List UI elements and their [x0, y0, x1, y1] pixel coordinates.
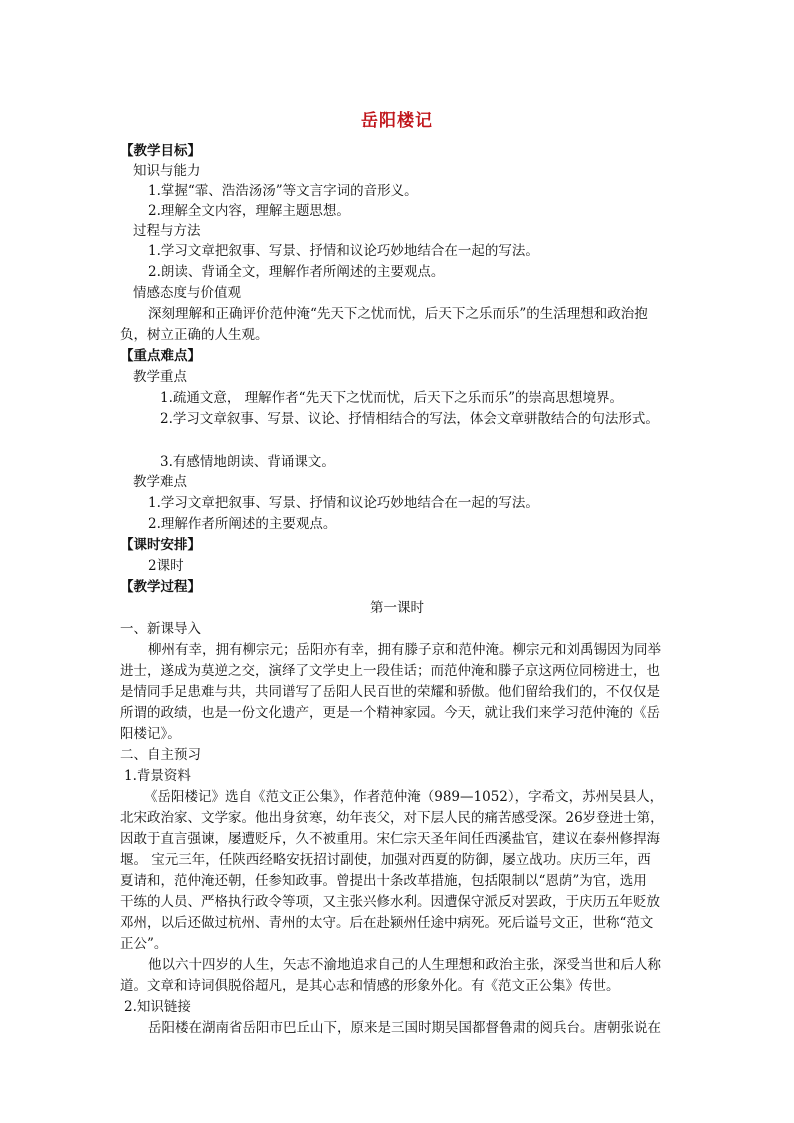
section-heading: 【重点难点】 — [120, 348, 201, 364]
text-line: 情感态度与价值观 — [133, 285, 241, 301]
text-line: 堰。 宝元三年，任陕西经略安抚招讨副使，加强对西夏的防御，屡立战功。庆历三年，西 — [120, 852, 651, 868]
text-line: 1.学习文章把叙事、写景、抒情和议论巧妙地结合在一起的写法。 — [148, 495, 539, 511]
text-line: 2.理解作者所阐述的主要观点。 — [148, 516, 337, 532]
text-line: 岳阳楼在湖南省岳阳市巴丘山下，原来是三国时期吴国都督鲁肃的阅兵台。唐朝张说在 — [148, 1020, 661, 1036]
text-line: 他以六十四岁的人生，矢志不渝地追求自己的人生理想和政治主张，深受当世和后人称 — [148, 957, 661, 973]
text-line: 所谓的政绩，也是一份文化遗产，更是一个精神家园。今天，就让我们来学习范仲淹的《岳 — [120, 705, 660, 721]
text-line: 邓州，以后还做过杭州、青州的太守。后在赴颍州任途中病死。死后谥号文正，世称“范文 — [120, 915, 654, 931]
text-line: 2.朗读、背诵全文，理解作者所阐述的主要观点。 — [148, 264, 445, 280]
text-line: 《岳阳楼记》选自《范文正公集》，作者范仲淹（989—1052），字希文，苏州吴县人， — [144, 789, 664, 805]
text-line: 北宋政治家、文学家。他出身贫寒，幼年丧父，对下层人民的痛苦感受深。26岁登进士第， — [120, 810, 664, 826]
text-line: 知识与能力 — [133, 163, 201, 179]
text-line: 2.学习文章叙事、写景、议论、抒情相结合的写法，体会文章骈散结合的句法形式。 — [160, 411, 659, 427]
text-line: 1.学习文章把叙事、写景、抒情和议论巧妙地结合在一起的写法。 — [148, 243, 539, 259]
text-line: 二、自主预习 — [120, 747, 201, 763]
section-heading: 【教学过程】 — [120, 579, 201, 595]
text-line: 深刻理解和正确评价范仲淹“先天下之忧而忧，后天下之乐而乐”的生活理想和政治抱 — [148, 306, 648, 322]
text-line: 进士，遂成为莫逆之交，演绎了文学史上一段佳话；而范仲淹和滕子京这两位同榜进士，也 — [120, 663, 660, 679]
text-line: 过程与方法 — [133, 223, 201, 239]
text-line: 一、新课导入 — [120, 621, 201, 637]
text-line: 负，树立正确的人生观。 — [120, 327, 269, 343]
text-line: 正公”。 — [120, 936, 168, 952]
text-line: 2课时 — [148, 558, 184, 574]
text-line: 1.疏通文意， 理解作者“先天下之忧而忧，后天下之乐而乐”的崇高思想境界。 — [160, 390, 623, 406]
text-line: 柳州有幸，拥有柳宗元；岳阳亦有幸，拥有滕子京和范仲淹。柳宗元和刘禹锡因为同举 — [148, 642, 661, 658]
text-line: 1.掌握“霏、浩浩汤汤”等文言字词的音形义。 — [148, 183, 418, 199]
text-line: 教学难点 — [133, 474, 187, 490]
text-line: 是情同手足患难与共，共同谱写了岳阳人民百世的荣耀和骄傲。他们留给我们的，不仅仅是 — [120, 684, 660, 700]
section-heading: 【教学目标】 — [120, 143, 201, 159]
text-line: 干练的人员、严格执行政令等项，又主张兴修水利。因遭保守派反对罢政，于庆历五年贬放 — [120, 894, 660, 910]
text-line: 因敢于直言强谏，屡遭贬斥，久不被重用。宋仁宗天圣年间任西溪盐官，建议在泰州修捍海 — [120, 831, 660, 847]
page-title: 岳阳楼记 — [361, 111, 433, 131]
text-line: 1.背景资料 — [124, 768, 191, 784]
text-line: 阳楼记》。 — [120, 726, 181, 742]
text-line: 道。文章和诗词俱脱俗超凡，是其心志和情感的形象外化。有《范文正公集》传世。 — [120, 978, 620, 994]
text-line: 3.有感情地朗读、背诵课文。 — [160, 454, 335, 470]
lesson-heading: 第一课时 — [370, 600, 424, 616]
text-line: 2.知识链接 — [124, 999, 191, 1015]
text-line: 2.理解全文内容，理解主题思想。 — [148, 203, 350, 219]
section-heading: 【课时安排】 — [120, 537, 201, 553]
text-line: 教学重点 — [133, 369, 187, 385]
text-line: 夏请和，范仲淹还朝，任参知政事。曾提出十条改革措施，包括限制以“恩荫”为官，选用 — [120, 873, 647, 889]
